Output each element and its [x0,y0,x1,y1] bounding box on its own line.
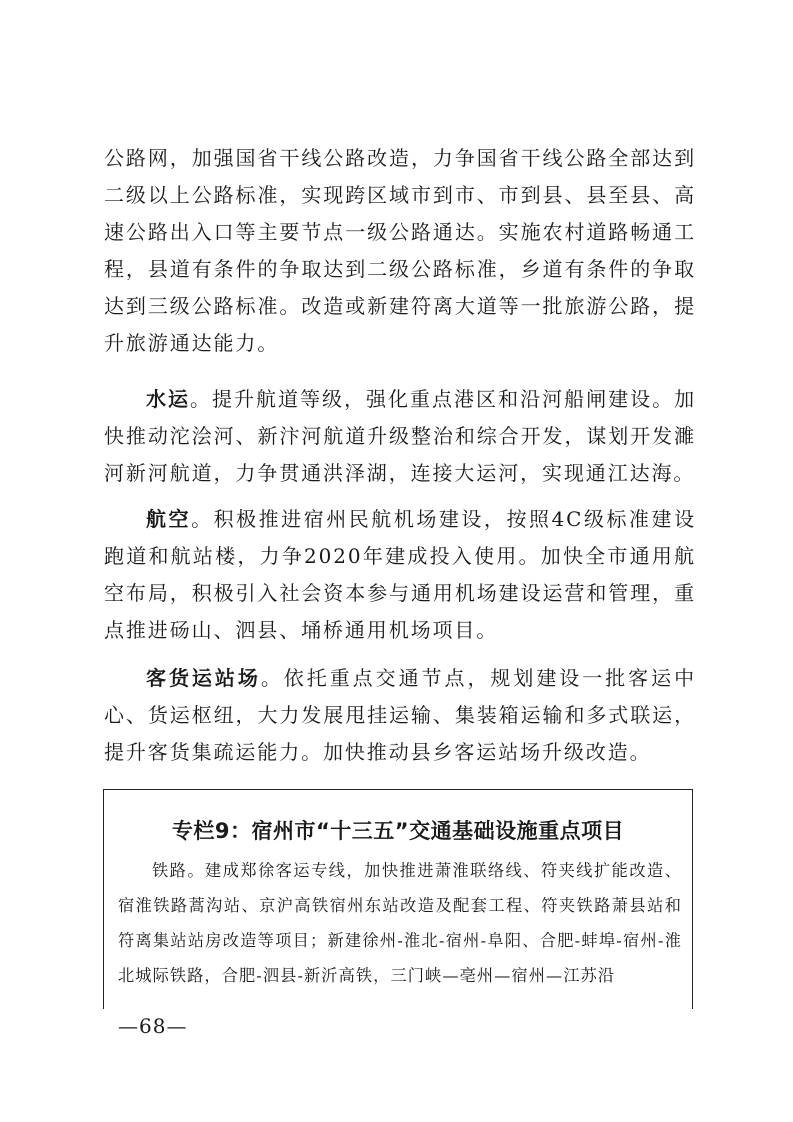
paragraph-water-transport [104,381,696,492]
page-number: —68— [118,1014,188,1038]
paragraph-aviation [104,501,696,649]
project-column-box [103,789,693,1009]
stations-text: 。依托重点交通节点，规划建设一批客运中心、货运枢纽，大力发展甩挂运输、集装箱运输和多式联运，提升客货集疏运能力。加快推动县乡客运站场升级改造。 [104,666,697,764]
paragraph-highway: 公路网，加强国省干线公路改造，力争国省干线公路全部达到二级以上公路标准，实现跨区域市到市、市到县、县至县、高速公路出入口等主要节点一级公路通达。实施农村道路畅通工程，县道有条件的争取达到二级公路标准，乡道有条件的争取达到三级公路标准。改造或新建符离大道等一批旅游公路，提升旅游通达能力。 [104,146,696,355]
aviation-text: 。积极推进宿州民航机场建设，按照4C级标准建设跑道和航站楼，力争2020年建成投入使用。加快全市通用航空布局，积极引入社会资本参与通用机场建设运营和管理，重点推进砀山、泗县、埇桥通用机场项目。 [104,507,696,642]
stations-heading: 客货运站场 [146,666,261,690]
water-transport-heading: 水运 [146,387,191,411]
box-title: 专栏9：宿州市“十三五”交通基础设施重点项目 [171,819,625,843]
aviation-heading: 航空 [146,507,192,531]
box-body-railway: 铁路。建成郑徐客运专线，加快推进萧淮联络线、符夹线扩能改造、宿淮铁路蒿沟站、京沪高铁宿州东站改造及配套工程、符夹铁路萧县站和符离集站站房改造等项目；新建徐州-淮北-宿州-阜阳、合肥-蚌埠-宿州-淮北城际铁路，合肥-泗县-新沂高铁，三门峡—亳州—宿州—江苏沿 [118,861,682,985]
paragraph-stations [104,660,696,771]
water-transport-text: 。提升航道等级，强化重点港区和沿河船闸建设。加快推动沱浍河、新汴河航道升级整治和综合开发，谋划开发濉河新河航道，力争贯通洪泽湖，连接大运河，实现通江达海。 [104,387,696,485]
